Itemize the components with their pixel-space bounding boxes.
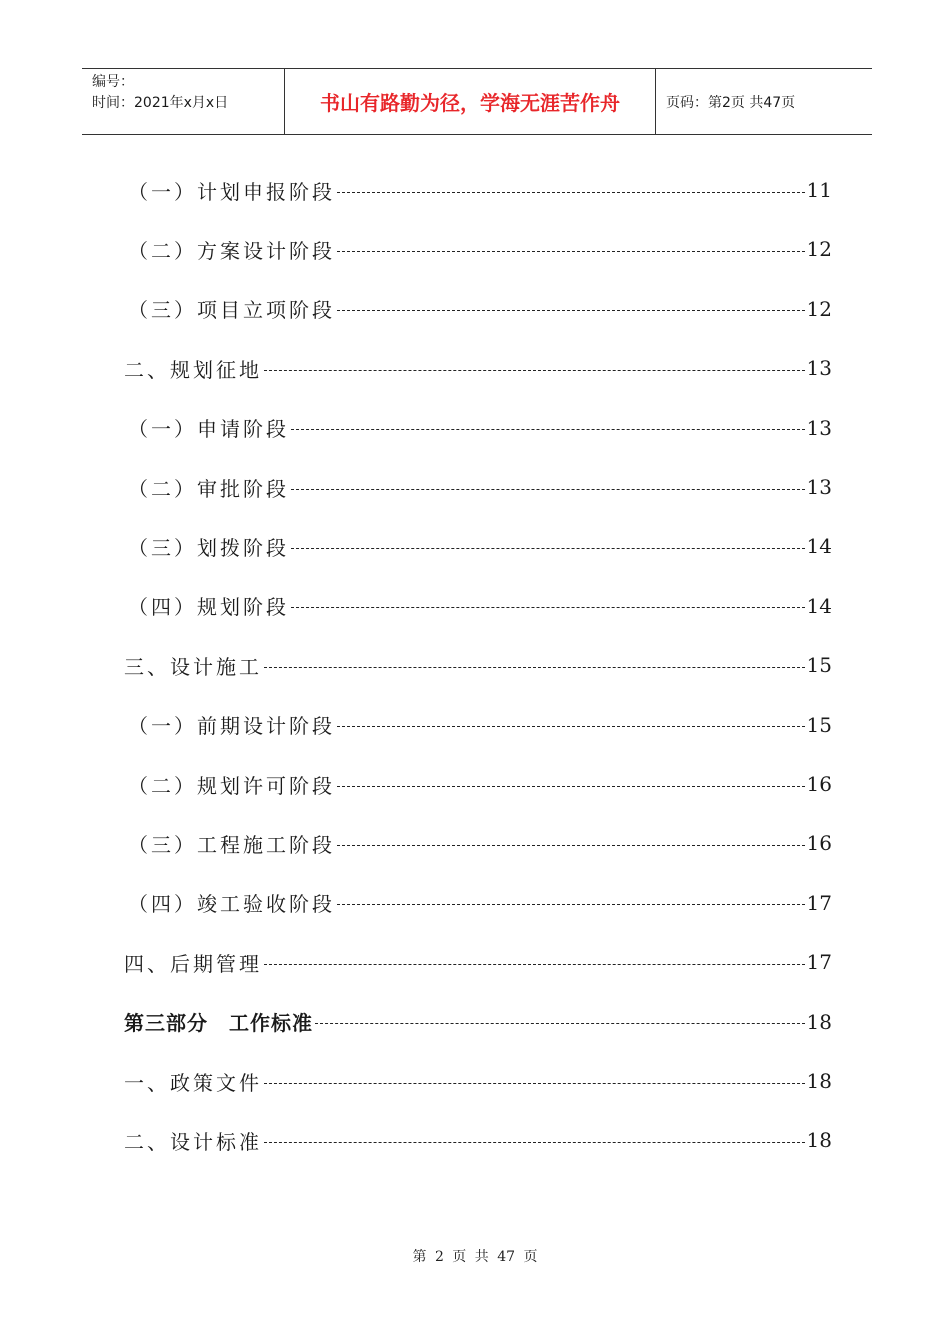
toc-entry-page: 16 [806,772,832,796]
toc-entry[interactable] [124,1061,832,1101]
toc-leader-line [264,1140,805,1143]
toc-entry[interactable] [124,408,832,448]
toc-leader-line [337,249,805,252]
toc-entry-label: （三）工程施工阶段 [128,832,335,857]
toc-entry-page: 15 [806,653,832,678]
toc-leader-line [337,308,805,311]
toc-entry-label: （一）前期设计阶段 [128,714,335,739]
toc-entry-page: 18 [806,1069,832,1093]
toc-entry-label: （二）审批阶段 [128,476,289,501]
toc-entry[interactable] [124,705,832,745]
toc-entry-label: 二、设计标准 [124,1129,262,1154]
toc-leader-line [337,784,805,787]
toc-entry-label: 四、后期管理 [124,951,262,976]
toc-entry[interactable] [124,942,832,982]
toc-entry-page: 12 [806,237,832,262]
toc-leader-line [337,724,805,727]
toc-entry-page: 16 [806,831,832,856]
toc-entry[interactable] [124,348,832,388]
toc-entry-label: （一）申请阶段 [128,417,289,442]
toc-entry-label: （二）规划许可阶段 [128,773,335,798]
toc-entry-page: 14 [806,534,832,559]
toc-entry-page: 18 [806,1128,832,1153]
toc-entry-page: 13 [806,475,832,499]
toc-entry-page: 11 [806,178,832,202]
toc-entry-label: 一、政策文件 [124,1070,262,1095]
toc-entry-page: 18 [806,1009,832,1034]
toc-leader-line [264,1081,805,1084]
toc-leader-line [337,843,805,846]
toc-leader-line [337,190,805,193]
toc-leader-line [264,962,805,965]
toc-entry-label: （一）计划申报阶段 [128,179,335,204]
toc-entry[interactable] [124,883,832,923]
toc-leader-line [291,427,805,430]
toc-entry-label: （四）竣工验收阶段 [128,892,335,917]
toc-entry-page: 17 [806,890,832,915]
toc-leader-line [291,487,805,490]
toc-entry[interactable] [124,645,832,685]
toc-entry[interactable] [124,170,832,210]
toc-entry[interactable] [124,1120,832,1160]
document-number: 编号： [92,74,134,90]
toc-entry-page: 15 [806,712,832,737]
page-header [82,68,872,135]
toc-leader-line [264,368,805,371]
toc-entry[interactable] [124,586,832,626]
toc-entry-label: 第三部分 工作标准 [124,1011,313,1036]
toc-entry[interactable] [124,823,832,863]
toc-entry-label: （二）方案设计阶段 [128,238,335,263]
document-date: 时间：2021年x月x日 [92,95,229,111]
toc-leader-line [291,605,805,608]
toc-entry-page: 13 [806,356,832,381]
toc-entry[interactable] [124,229,832,269]
toc-entry-label: 三、设计施工 [124,654,262,679]
toc-entry-label: （四）规划阶段 [128,595,289,620]
toc-entry-page: 14 [806,593,832,618]
toc-leader-line [291,546,805,549]
toc-leader-line [315,1021,805,1024]
toc-entry-page: 13 [806,415,832,440]
toc-entry-label: （三）划拨阶段 [128,535,289,560]
toc-entry[interactable] [124,526,832,566]
header-meta [82,69,284,134]
toc-entry[interactable] [124,764,832,804]
toc-entry-label: （三）项目立项阶段 [128,298,335,323]
toc-entry[interactable] [124,1002,832,1042]
toc-entry-page: 12 [806,296,832,321]
toc-entry[interactable] [124,289,832,329]
toc-leader-line [264,665,805,668]
toc-entry-page: 17 [806,950,832,975]
header-motto: 书山有路勤为径，学海无涯苦作舟 [284,69,656,134]
toc-leader-line [337,902,805,905]
toc-entry[interactable] [124,467,832,507]
page-footer: 第 2 页 共 47 页 [412,1249,538,1265]
toc-entry-label: 二、规划征地 [124,357,262,382]
header-page-info: 页码：第2页 共47页 [666,94,796,111]
